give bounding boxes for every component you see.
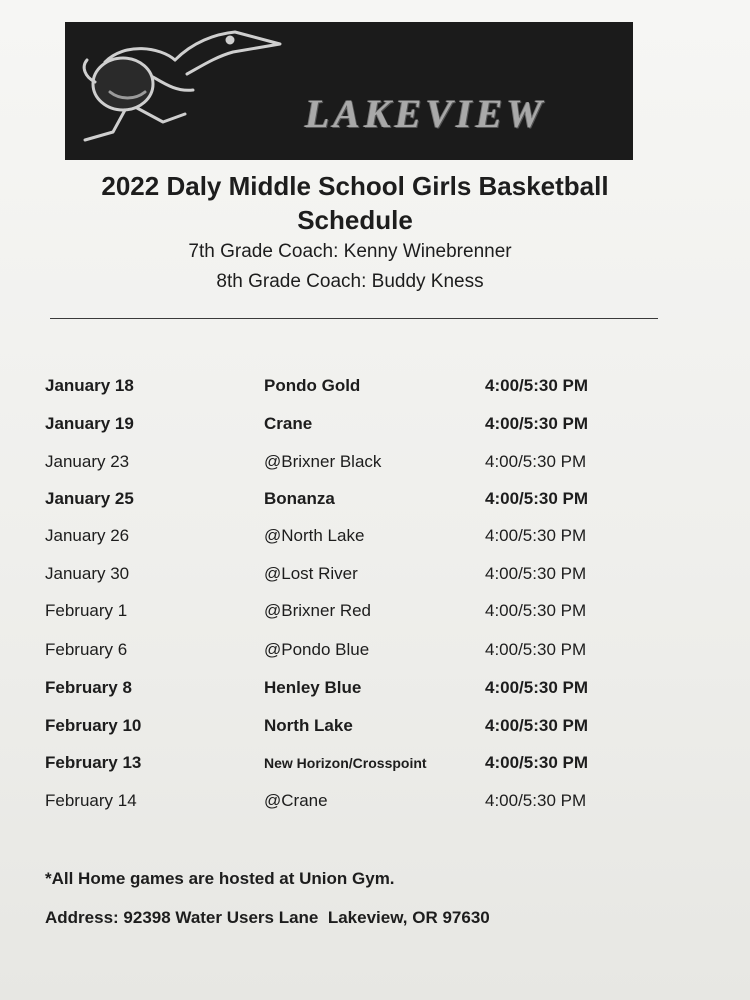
table-row	[0, 678, 750, 708]
table-row	[0, 489, 750, 519]
game-opponent: Pondo Gold	[264, 376, 361, 395]
game-opponent: Bonanza	[264, 489, 335, 508]
game-opponent: @Brixner Black	[264, 452, 382, 471]
game-time: 4:00/5:30 PM	[485, 640, 587, 659]
coach-8th-grade: 8th Grade Coach: Buddy Kness	[216, 271, 484, 292]
game-opponent: Henley Blue	[264, 678, 362, 697]
page-title-line2: Schedule	[297, 205, 413, 235]
game-opponent: North Lake	[264, 716, 353, 735]
game-time: 4:00/5:30 PM	[485, 489, 588, 508]
table-row	[0, 526, 750, 556]
table-row	[0, 640, 750, 670]
game-date: February 14	[45, 791, 137, 810]
table-row	[0, 753, 750, 783]
game-opponent: @Lost River	[264, 564, 358, 583]
game-opponent: @Pondo Blue	[264, 640, 370, 659]
game-date: January 25	[45, 489, 134, 508]
game-opponent: New Horizon/Crosspoint	[264, 755, 427, 771]
table-row	[0, 564, 750, 594]
table-row	[0, 376, 750, 406]
game-date: February 10	[45, 716, 142, 735]
home-games-note: *All Home games are hosted at Union Gym.	[45, 869, 395, 888]
table-row	[0, 601, 750, 631]
game-opponent: @Brixner Red	[264, 601, 372, 620]
gym-address: Address: 92398 Water Users Lane Lakeview, OR 97630	[45, 908, 490, 927]
game-time: 4:00/5:30 PM	[485, 753, 588, 772]
game-date: January 19	[45, 414, 134, 433]
game-opponent: Crane	[264, 414, 313, 433]
game-date: January 30	[45, 564, 130, 583]
coach-7th-grade: 7th Grade Coach: Kenny Winebrenner	[188, 241, 512, 262]
table-row	[0, 791, 750, 821]
game-opponent: @North Lake	[264, 526, 365, 545]
game-time: 4:00/5:30 PM	[485, 601, 587, 620]
lakeview-wordmark: LAKEVIEW	[305, 91, 546, 136]
divider	[50, 318, 658, 319]
lakeview-logo-banner	[65, 22, 633, 160]
game-opponent: @Crane	[264, 791, 328, 810]
game-time: 4:00/5:30 PM	[485, 716, 588, 735]
game-date: January 26	[45, 526, 130, 545]
game-time: 4:00/5:30 PM	[485, 452, 587, 471]
game-date: February 6	[45, 640, 128, 659]
table-row	[0, 452, 750, 482]
page-title: 2022 Daly Middle School Girls Basketball	[101, 171, 609, 201]
game-time: 4:00/5:30 PM	[485, 791, 587, 810]
game-date: January 18	[45, 376, 134, 395]
table-row	[0, 716, 750, 746]
game-time: 4:00/5:30 PM	[485, 414, 588, 433]
game-time: 4:00/5:30 PM	[485, 564, 587, 583]
game-time: 4:00/5:30 PM	[485, 526, 587, 545]
game-date: February 13	[45, 753, 142, 772]
game-time: 4:00/5:30 PM	[485, 678, 588, 697]
game-time: 4:00/5:30 PM	[485, 376, 588, 395]
game-date: January 23	[45, 452, 130, 471]
game-date: February 1	[45, 601, 128, 620]
table-row	[0, 414, 750, 444]
game-date: February 8	[45, 678, 132, 697]
